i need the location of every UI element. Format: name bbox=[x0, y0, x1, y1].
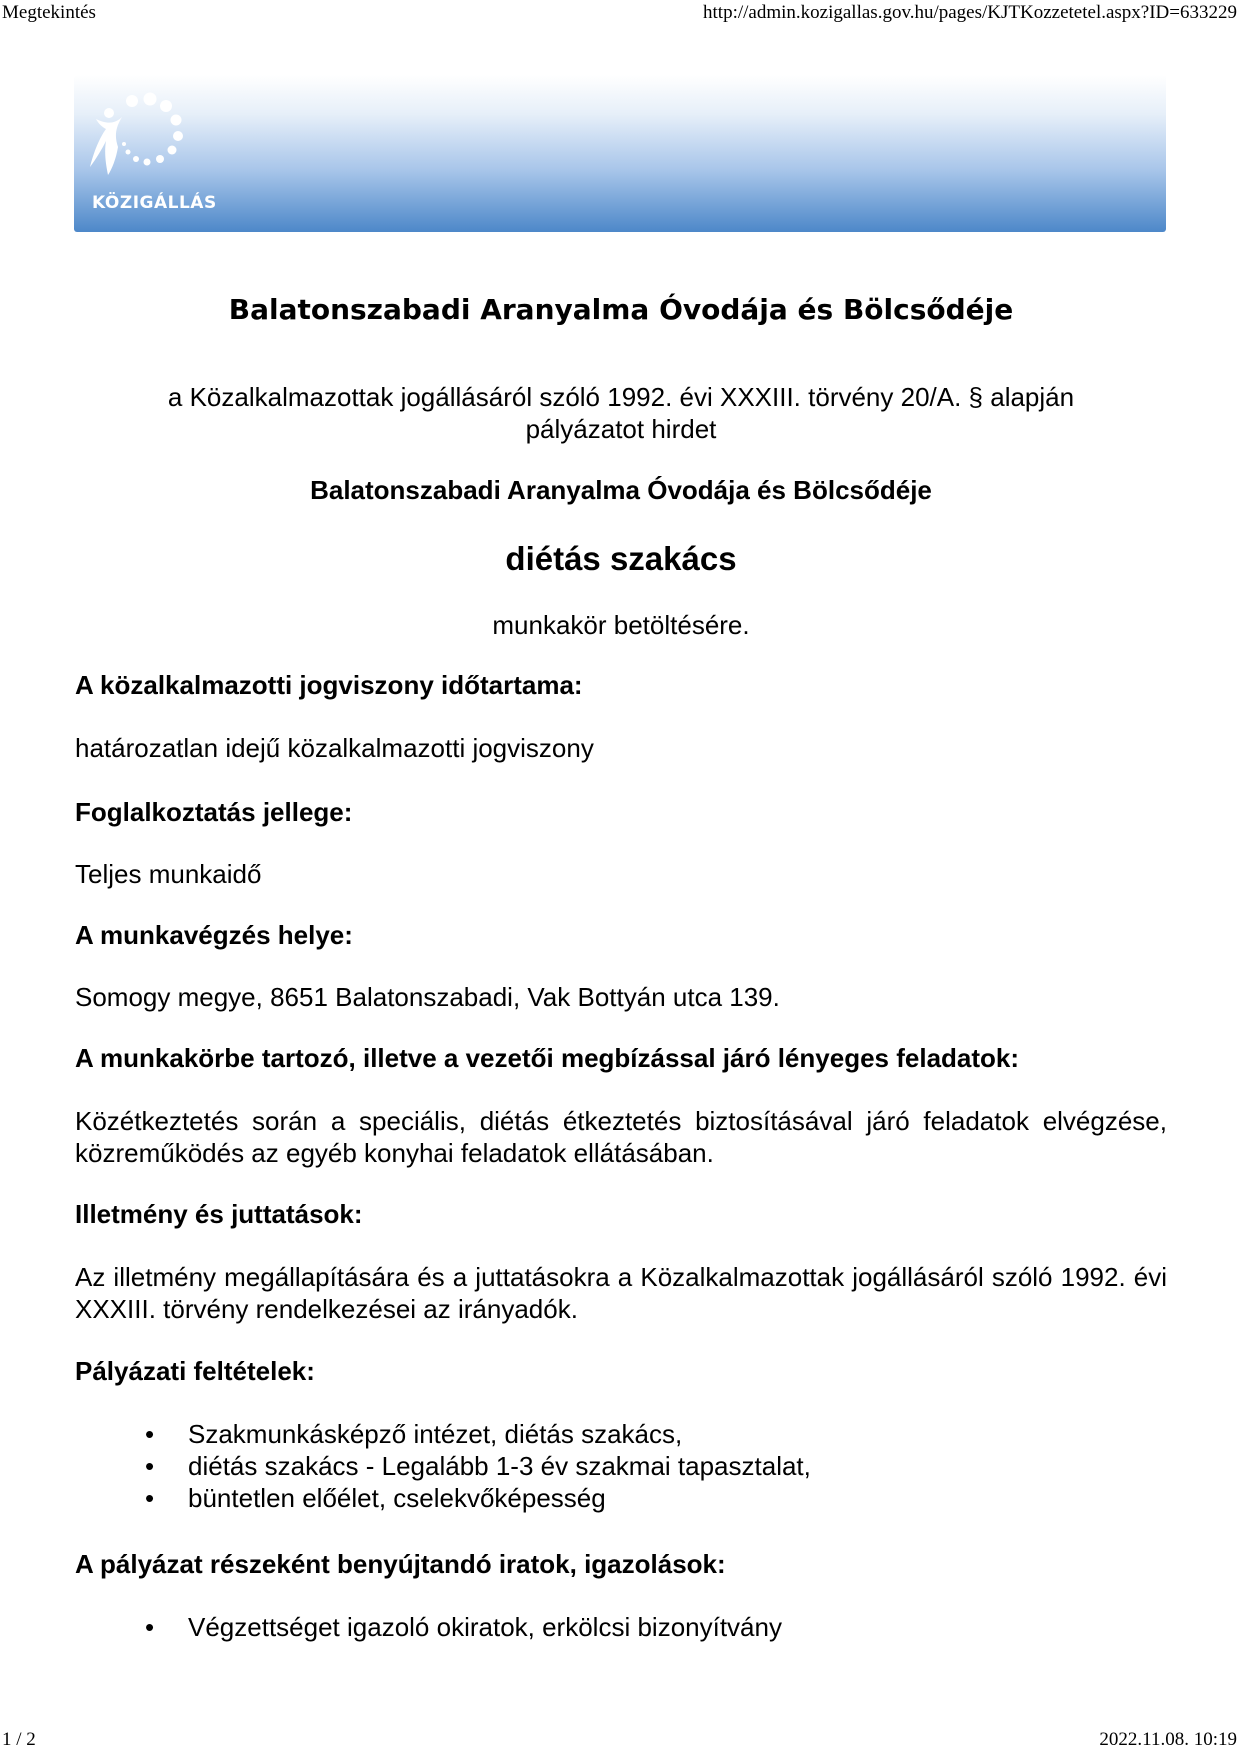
section-text-duties: Közétkeztetés során a speciális, diétás étkeztetés biztosításával járó feladatok elvégzése, közreműködés az egyéb konyhai feladatok ellátásában. bbox=[75, 1106, 1167, 1168]
section-heading-documents: A pályázat részeként benyújtandó iratok, igazolások: bbox=[75, 1549, 726, 1579]
section-heading-workplace: A munkavégzés helye: bbox=[75, 920, 353, 950]
print-header-url: http://admin.kozigallas.gov.hu/pages/KJTKozzetetel.aspx?ID=633229 bbox=[703, 2, 1237, 23]
position-suffix: munkakör betöltésére. bbox=[492, 610, 750, 640]
section-heading-duration: A közalkalmazotti jogviszony időtartama: bbox=[75, 670, 583, 700]
logo-text: KÖZIGÁLLÁS bbox=[92, 193, 217, 213]
requirements-list bbox=[75, 1418, 1167, 1514]
kozigallas-logo-icon bbox=[86, 89, 206, 209]
print-header bbox=[0, 2, 1239, 26]
section-text-workplace: Somogy megye, 8651 Balatonszabadi, Vak Bottyán utca 139. bbox=[75, 982, 780, 1012]
list-item: • büntetlen előélet, cselekvőképesség bbox=[75, 1482, 1167, 1514]
section-text-duration: határozatlan idejű közalkalmazotti jogviszony bbox=[75, 733, 594, 763]
kozigallas-banner bbox=[74, 75, 1166, 232]
section-text-employment-type: Teljes munkaidő bbox=[75, 859, 262, 889]
page-number: 1 / 2 bbox=[2, 1729, 36, 1750]
section-heading-requirements: Pályázati feltételek: bbox=[75, 1356, 315, 1386]
institution-subtitle: Balatonszabadi Aranyalma Óvodája és Bölcsődéje bbox=[310, 475, 932, 505]
documents-list bbox=[75, 1611, 1167, 1643]
section-heading-employment-type: Foglalkoztatás jellege: bbox=[75, 797, 353, 827]
print-timestamp: 2022.11.08. 10:19 bbox=[1099, 1729, 1237, 1750]
section-heading-duties: A munkakörbe tartozó, illetve a vezetői megbízással járó lényeges feladatok: bbox=[75, 1043, 1020, 1073]
list-item: • Szakmunkásképző intézet, diétás szakács, bbox=[75, 1418, 1167, 1450]
intro-line-2: pályázatot hirdet bbox=[525, 414, 717, 444]
print-header-title: Megtekintés bbox=[2, 2, 96, 23]
position-title: diétás szakács bbox=[505, 540, 737, 577]
institution-title: Balatonszabadi Aranyalma Óvodája és Bölcsődéje bbox=[228, 293, 1014, 326]
intro-text bbox=[75, 381, 1167, 445]
list-item: • diétás szakács - Legalább 1-3 év szakmai tapasztalat, bbox=[75, 1450, 1167, 1482]
intro-line-1: a Közalkalmazottak jogállásáról szóló 1992. évi XXXIII. törvény 20/A. § alapján bbox=[167, 382, 1075, 412]
section-text-salary: Az illetmény megállapítására és a juttatásokra a Közalkalmazottak jogállásáról szóló 1992. évi XXXIII. törvény rendelkezései az irányadók. bbox=[75, 1262, 1167, 1324]
section-heading-salary: Illetmény és juttatások: bbox=[75, 1199, 363, 1229]
list-item: • Végzettséget igazoló okiratok, erkölcsi bizonyítvány bbox=[75, 1611, 1167, 1643]
print-footer bbox=[0, 1729, 1239, 1753]
